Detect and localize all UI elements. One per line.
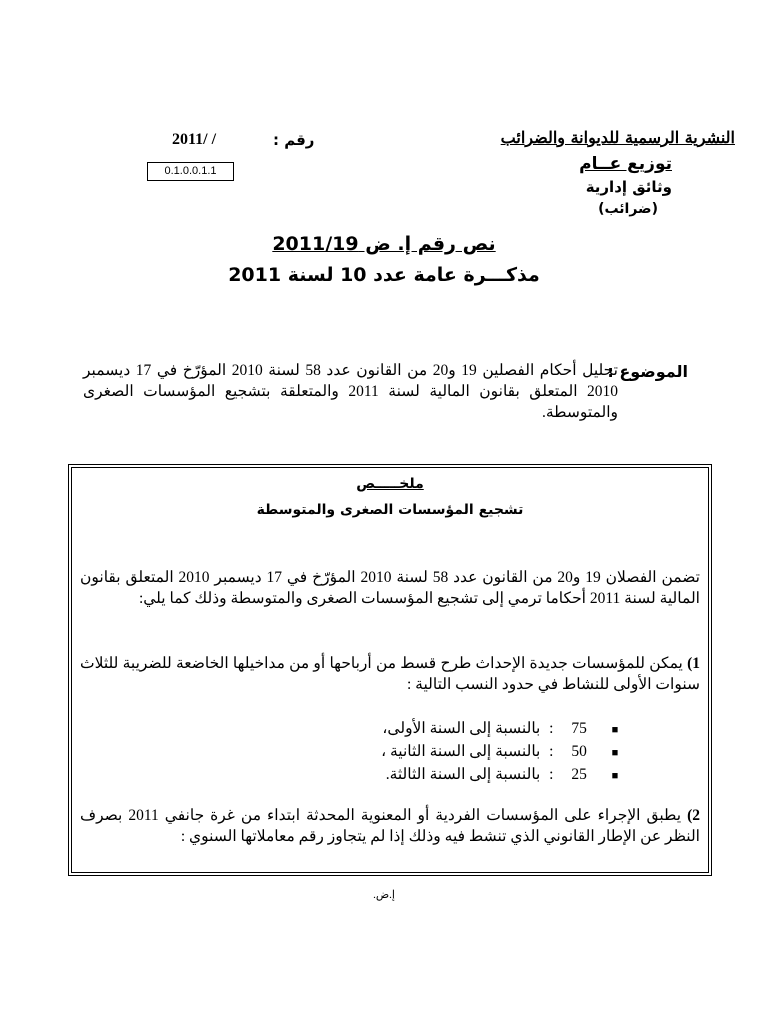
rate-percent: 75 — [571, 720, 587, 737]
distribution-label: توزيع عــام — [579, 154, 672, 174]
rate-label: بالنسبة إلى السنة الثانية ، — [381, 743, 541, 760]
number-value: 2011/ / — [172, 131, 217, 148]
rate-label: بالنسبة إلى السنة الأولى، — [382, 720, 541, 737]
item-text: يطبق الإجراء على المؤسسات الفردية أو المعنوية المحدثة ابتداء من غرة جانفي 2011 بصرف النظر عن الإطار القانوني الذي تنشط فيه وذلك إذا لم يتجاوز رقم معاملاتها السنوي : — [80, 807, 700, 845]
rate-row — [190, 741, 630, 764]
page-footer: إ.ض. — [373, 889, 395, 901]
rate-percent: 50 — [571, 743, 587, 760]
list-item-2 — [80, 805, 700, 847]
category-label: (ضرائب) — [598, 201, 658, 217]
rate-row — [190, 764, 630, 787]
item-text: يمكن للمؤسسات جديدة الإحداث طرح قسط من أرباحها أو من مداخيلها الخاضعة للضريبة للثلاث سنوات الأولى للنشاط في حدود النسب التالية : — [80, 655, 700, 693]
publication-title: النشرية الرسمية للديوانة والضرائب — [500, 128, 735, 147]
documents-label: وثائق إدارية — [585, 178, 672, 196]
rate-row — [190, 718, 630, 741]
separator: : — [549, 743, 554, 760]
rate-label: بالنسبة إلى السنة الثالثة. — [385, 766, 541, 783]
subject-label: الموضوع : — [607, 362, 688, 381]
reference-code-box: 0.1.0.0.1.1 — [147, 162, 234, 181]
summary-box — [71, 467, 709, 873]
number-label: رقم : — [273, 131, 315, 149]
item-number: 2) — [687, 807, 700, 824]
summary-heading: ملخـــــص — [356, 476, 424, 492]
memo-title: مذكـــرة عامة عدد 10 لسنة 2011 — [228, 264, 540, 286]
rate-percent: 25 — [571, 766, 587, 783]
subject-text: تحليل أحكام الفصلين 19 و20 من القانون عدد 58 لسنة 2010 المؤرّخ في 17 ديسمبر 2010 المتعلق بقانون المالية لسنة 2011 والمتعلقة بتشجيع المؤسسات الصغرى والمتوسطة. — [83, 362, 618, 421]
square-bullet-icon: ■ — [611, 770, 619, 782]
list-item-1 — [80, 653, 700, 695]
separator: : — [549, 766, 554, 783]
square-bullet-icon: ■ — [611, 747, 619, 759]
text-number-heading — [0, 233, 768, 255]
text-number-value: نص رقم إ. ض 2011/19 — [272, 233, 496, 255]
separator: : — [549, 720, 554, 737]
summary-subheading: تشجيع المؤسسات الصغرى والمتوسطة — [256, 502, 524, 518]
summary-intro: تضمن الفصلان 19 و20 من القانون عدد 58 لسنة 2010 المؤرّخ في 17 ديسمبر 2010 المتعلق بقانون المالية لسنة 2011 أحكاما ترمي إلى تشجيع المؤسسات الصغرى والمتوسطة وذلك كما يلي: — [80, 569, 700, 607]
item-number: 1) — [687, 655, 701, 672]
square-bullet-icon: ■ — [611, 724, 619, 736]
